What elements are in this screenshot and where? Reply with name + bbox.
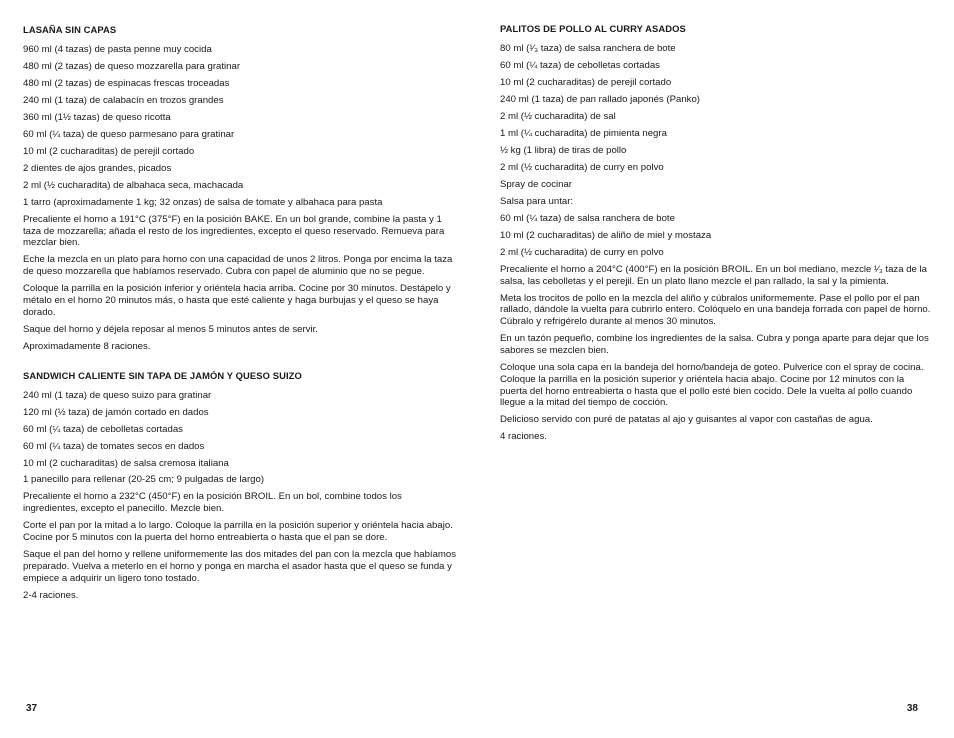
recipe-line: 1 tarro (aproximadamente 1 kg; 32 onzas) de salsa de tomate y albahaca para pasta (23, 196, 383, 208)
recipe-line: Precaliente el horno a 232°C (450°F) en la posición BROIL. En un bol, combine todos los ingredientes, excepto el panecillo. Mezcle bien. (23, 491, 402, 515)
recipe-line: Saque el pan del horno y rellene uniformemente las dos mitades del pan con la mezcla que habíamos preparado. Vuelva a meterlo en el horno y ponga en marcha el asador hasta que el queso se funda y empiece a adquirir un ligero tono tostado. (23, 549, 457, 584)
recipe-line: 80 ml (¹⁄₃ taza) de salsa ranchera de bote (500, 43, 676, 54)
recipe-line: 1 panecillo para rellenar (20-25 cm; 9 pulgadas de largo) (23, 474, 265, 486)
recipe-line: Precaliente el horno a 191°C (375°F) en la posición BAKE. En un bol grande, combine la pasta y 1 taza de mozzarella; añada el resto de los ingredientes, excepto el queso reservado. Remueva para mezclar bien. (23, 213, 445, 249)
recipe-sandwich (23, 370, 459, 602)
recipe-line: 240 ml (1 taza) de pan rallado japonés (Panko) (500, 93, 700, 105)
recipe-title: SANDWICH CALIENTE SIN TAPA DE JAMÓN Y QUESO SUIZO (23, 369, 302, 381)
recipe-line: Precaliente el horno a 204°C (400°F) en la posición BROIL. En un bol mediano, mezcle ¹⁄₃ taza de la salsa, las cebolletas y el perejil. En un plato llano mezcle el pan rallado, la sal y la pimienta. (500, 263, 928, 287)
recipe-line: 120 ml (½ taza) de jamón cortado en dados (23, 406, 209, 418)
recipe-line: 2 ml (½ cucharadita) de sal (500, 110, 616, 122)
recipe-line: Coloque la parrilla en la posición inferior y oriéntela hacia arriba. Cocine por 30 minutos. Destápelo y métalo en el horno 20 minutos más, o hasta que esté caliente y haga burbujas y el queso se haya dorado. (23, 283, 451, 318)
recipe-line: Eche la mezcla en un plato para horno con una capacidad de unos 2 litros. Ponga por encima la taza de queso mozzarella que habíamos reservado. Cubra con papel de aluminio que no se pegue. (23, 254, 453, 278)
page-number: 38 (906, 703, 918, 714)
recipe-line: 480 ml (2 tazas) de espinacas frescas troceadas (23, 77, 230, 89)
recipe-line: 2 ml (½ cucharadita) de albahaca seca, machacada (23, 179, 244, 191)
recipe-line: 2 dientes de ajos grandes, picados (23, 162, 172, 174)
recipe-line: Meta los trocitos de pollo en la mezcla del aliño y cúbralos uniformemente. Pase el pollo por el pan rallado, dándole la vuelta para cubrirlo entero. Colóquelo en una bandeja forrada con papel de horno. Cúbralo y refrigérelo durante al menos 30 minutos. (500, 292, 931, 328)
recipe-lines (23, 44, 459, 353)
recipe-line: Salsa para untar: (500, 195, 574, 207)
recipe-line: Delicioso servido con puré de patatas al ajo y guisantes al vapor con castañas de agua. (500, 414, 873, 426)
recipe-line: Coloque una sola capa en la bandeja del horno/bandeja de goteo. Pulverice con el spray de cocina. Coloque la parrilla en la posición superior y oriéntela hacia abajo. Cocine por 12 minutos con la puerta del horno entreabierta o hasta que el pollo esté bien cocido. Dele la vuelta al pollo cuando llegue a la mitad del tiempo de cocción. (500, 361, 924, 409)
page-number: 37 (26, 703, 38, 714)
recipe-line: 240 ml (1 taza) de calabacín en trozos grandes (23, 94, 224, 106)
recipe-line: ½ kg (1 libra) de tiras de pollo (500, 144, 627, 156)
recipe-line: 960 ml (4 tazas) de pasta penne muy cocida (23, 44, 212, 55)
recipe-line: 4 raciones. (500, 431, 547, 443)
recipe-line: 2-4 raciones. (23, 589, 79, 601)
recipe-line: 10 ml (2 cucharaditas) de perejil cortado (23, 145, 195, 157)
recipe-line: 60 ml (¼ taza) de queso parmesano para gratinar (23, 128, 235, 140)
recipe-line: 480 ml (2 tazas) de queso mozzarella para gratinar (23, 60, 241, 72)
recipe-line: 10 ml (2 cucharaditas) de perejil cortado (500, 76, 672, 88)
recipe-line: 240 ml (1 taza) de queso suizo para gratinar (23, 389, 212, 401)
recipe-lasana (23, 24, 459, 353)
recipe-line: 10 ml (2 cucharaditas) de salsa cremosa italiana (23, 457, 229, 469)
recipe-line: Spray de cocinar (500, 178, 572, 190)
right-page (477, 0, 954, 738)
recipe-title: PALITOS DE POLLO AL CURRY ASADOS (500, 23, 686, 34)
recipe-palitos-pollo (500, 23, 932, 443)
recipe-line: 2 ml (½ cucharadita) de curry en polvo (500, 161, 664, 173)
recipe-lines (500, 43, 932, 443)
recipe-line: 360 ml (1½ tazas) de queso ricotta (23, 111, 171, 123)
recipe-line: Saque del horno y déjela reposar al menos 5 minutos antes de servir. (23, 323, 318, 335)
recipe-title: LASAÑA SIN CAPAS (23, 24, 117, 35)
recipe-line: 10 ml (2 cucharaditas) de aliño de miel y mostaza (500, 229, 712, 241)
recipe-line: En un tazón pequeño, combine los ingredientes de la salsa. Cubra y ponga aparte para dejar que los sabores se mezclen bien. (500, 333, 929, 356)
recipe-line: Aproximadamente 8 raciones. (23, 340, 151, 352)
recipe-line: 60 ml (¼ taza) de cebolletas cortadas (500, 59, 660, 71)
recipe-line: 60 ml (¼ taza) de salsa ranchera de bote (500, 212, 675, 224)
recipe-line: Corte el pan por la mitad a lo largo. Coloque la parrilla en la posición superior y oriéntela hacia abajo. Cocine por 5 minutos con la puerta del horno entreabierta o hasta que el pan se dore. (23, 520, 453, 544)
recipe-line: 60 ml (¼ taza) de cebolletas cortadas (23, 423, 183, 435)
recipe-lines (23, 390, 459, 602)
recipe-line: 60 ml (¼ taza) de tomates secos en dados (23, 440, 205, 452)
recipe-line: 2 ml (½ cucharadita) de curry en polvo (500, 246, 664, 258)
recipe-line: 1 ml (¼ cucharadita) de pimienta negra (500, 127, 667, 139)
